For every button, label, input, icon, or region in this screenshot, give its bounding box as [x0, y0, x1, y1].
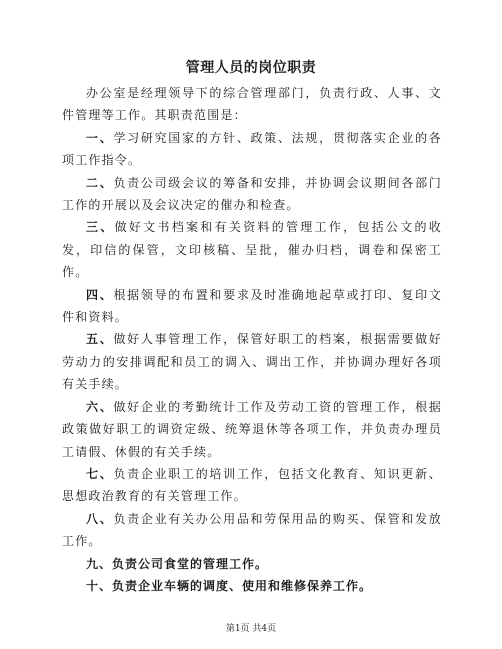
duty-item-text: 做好人事管理工作，保管好职工的档案，根据需要做好劳动力的安排调配和员工的调入、调出工作，并协调办理好各项有关手续。	[62, 332, 442, 392]
duty-item-4	[62, 284, 442, 329]
duty-item-7	[62, 463, 442, 508]
duty-item-text: 学习研究国家的方针、政策、法规，贯彻落实企业的各项工作指令。	[62, 130, 442, 168]
duty-item-2	[62, 172, 442, 217]
duty-item-number: 二、	[86, 175, 114, 190]
duty-item-text: 做好企业的考勤统计工作及劳动工资的管理工作，根据政策做好职工的调资定级、统筹退休等各项工作，并负责办理员工请假、休假的有关手续。	[62, 399, 442, 459]
duty-item-text: 负责企业有关办公用品和劳保用品的购买、保管和发放工作。	[62, 511, 442, 549]
duty-item-3	[62, 216, 442, 283]
document-body	[62, 82, 442, 597]
duty-item-8	[62, 508, 442, 553]
duty-item-number: 七、	[86, 466, 114, 481]
duty-item-number: 八、	[86, 511, 114, 526]
duty-item-number: 六、	[86, 399, 114, 414]
duty-item-6	[62, 396, 442, 463]
duty-item-1	[62, 127, 442, 172]
intro-paragraph: 办公室是经理领导下的综合管理部门，负责行政、人事、文件管理等工作。其职责范围是：	[62, 86, 442, 123]
duty-item-number: 五、	[86, 332, 114, 347]
duty-item-text: 做好文书档案和有关资料的管理工作，包括公文的收发，印信的保管，文印核稿、呈批，催办归档，调卷和保密工作。	[62, 220, 442, 280]
duty-item-9: 九、负责公司食堂的管理工作。	[86, 556, 269, 571]
duty-item-text: 根据领导的布置和要求及时准确地起草或打印、复印文件和资料。	[62, 287, 442, 325]
duty-item-number: 四、	[86, 287, 114, 302]
duty-item-number: 三、	[86, 220, 115, 235]
duty-item-5	[62, 328, 442, 395]
duty-item-text: 负责公司级会议的筹备和安排，并协调会议期间各部门工作的开展以及会议决定的催办和检查。	[62, 175, 442, 213]
duty-item-text: 负责企业职工的培训工作，包括文化教育、知识更新、思想政治教育的有关管理工作。	[62, 466, 442, 504]
page-footer: 第1页 共4页	[225, 624, 277, 634]
duty-item-10: 十、负责企业车辆的调度、使用和维修保养工作。	[86, 578, 373, 593]
duty-item-number: 一、	[86, 130, 114, 145]
document-title: 管理人员的岗位职责	[185, 60, 317, 76]
